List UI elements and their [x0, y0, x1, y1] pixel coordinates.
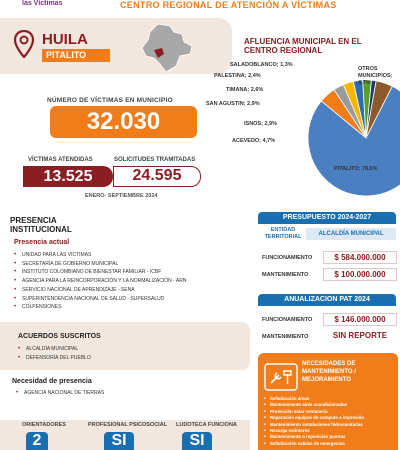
pat-funcionamiento-value: $ 146.000.000 — [323, 313, 397, 326]
maintenance-list — [264, 396, 394, 447]
agreements-list — [18, 345, 218, 362]
presence-subtitle: Presencia actual — [14, 239, 70, 246]
requests-count: 24.595 — [113, 166, 201, 187]
requests-label: SOLICITUDES TRAMITADAS — [114, 157, 196, 163]
list-item: • Protección solar ventanería — [264, 409, 394, 415]
entity-value: ALCALDÍA MUNICIPAL — [306, 228, 396, 240]
list-item: • Señalización salidas de emergencia — [264, 441, 394, 447]
pat-mantenimiento-label: MANTENIMIENTO — [262, 334, 309, 340]
city-name: PITALITO — [42, 49, 110, 62]
pie-label: SAN AGUSTIN; 2,9% — [206, 101, 260, 107]
list-item: • UNIDAD PARA LAS VÍCTIMAS — [14, 251, 244, 260]
list-item: • AGENCIA PARA LA REINCORPORACIÓN Y LA NORMALIZACIÓN - ARN — [14, 277, 244, 286]
list-item: • COLPENSIONES — [14, 303, 244, 312]
budget-mantenimiento-label: MANTENIMIENTO — [262, 272, 309, 278]
list-item: • Mantenimiento o reposición puertas — [264, 434, 394, 440]
psychosocial-label: PROFESIONAL PSICOSOCIAL — [88, 422, 168, 428]
budget-funcionamiento-value: $ 584.000.000 — [323, 251, 397, 264]
ludoteca-label: LUDOTECA FUNCIONA — [176, 422, 237, 428]
list-item: • Reparación equipos de computo e impresión — [264, 415, 394, 421]
attended-label: VÍCTIMAS ATENDIDAS — [28, 157, 93, 163]
presence-need-list — [16, 389, 216, 398]
pie-label: ISNOS; 2,9% — [244, 121, 278, 127]
orientadores-value: 2 — [26, 432, 48, 450]
list-item: • Recarga extintores — [264, 428, 394, 434]
budget-funcionamiento-label: FUNCIONAMIENTO — [262, 255, 313, 261]
list-item: • Mantenimiento aires acondicionados — [264, 402, 394, 408]
list-item: • INSTITUTO COLOMBIANO DE BIENESTAR FAMILIAR - ICBF — [14, 268, 244, 277]
list-item: • SUPERINTENDENCIA NACIONAL DE SALUD - SUPERSALUD — [14, 295, 244, 304]
pie-label: SALADOBLANCO; 1,3% — [230, 62, 293, 68]
attended-count: 13.525 — [23, 166, 113, 187]
psychosocial-value: SI — [104, 432, 134, 450]
pat-mantenimiento-value: SIN REPORTE — [332, 331, 388, 340]
affluence-pie-chart — [304, 80, 400, 200]
victims-label: NÚMERO DE VÍCTIMAS EN MUNICIPIO — [47, 97, 173, 104]
list-item: • AGENCIA NACIONAL DE TIERRAS — [16, 389, 216, 398]
budget-mantenimiento-value: $ 100.000.000 — [323, 268, 397, 281]
pie-label: PALESTINA; 2,4% — [214, 73, 261, 79]
pie-label: PITALITO; 78,5% — [334, 166, 378, 172]
presence-title — [10, 216, 72, 234]
pie-label: ACEVEDO; 4,7% — [232, 138, 276, 144]
entity-label: ENTIDAD TERRITORIAL — [264, 227, 302, 240]
list-item: • ALCALDÍA MUNICIPAL — [18, 345, 218, 354]
list-item: • SECRETARÍA DE GOBIERNO MUNICIPAL — [14, 260, 244, 269]
presence-title-line1: PRESENCIA — [10, 216, 57, 225]
colombia-map-icon — [136, 22, 198, 74]
list-item: • DEFENSORÍA DEL PUEBLO — [18, 354, 218, 363]
orientadores-label: ORIENTADORES — [22, 422, 66, 428]
tools-icon — [264, 363, 298, 391]
chart-title: AFLUENCIA MUNICIPAL EN EL CENTRO REGIONAL — [244, 37, 362, 55]
list-item: • Mantenimiento instalaciones hidrosanitarias — [264, 422, 394, 428]
pie-label: TIMANA; 2,6% — [226, 87, 264, 93]
agreements-title: ACUERDOS SUSCRITOS — [18, 333, 101, 340]
pat-header: ANUALIZACION PAT 2024 — [258, 294, 396, 306]
department-name: HUILA — [42, 31, 88, 48]
victims-count: 32.030 — [50, 106, 197, 138]
ludoteca-value: SI — [182, 432, 212, 450]
list-item: • SERVICIO NACIONAL DE APRENDIZAJE - SENA — [14, 286, 244, 295]
presence-need-title: Necesidad de presencia — [12, 378, 92, 385]
budget-header: PRESUPUESTO 2024-2027 — [258, 212, 396, 224]
logo-text: las Víctimas — [22, 0, 63, 7]
presence-title-line2: INSTITUCIONAL — [10, 225, 72, 234]
pie-label: OTROS MUNICIPIOS; 4,7% — [358, 66, 393, 86]
page-title: CENTRO REGIONAL DE ATENCIÓN A VÍCTIMAS — [120, 0, 337, 10]
maintenance-title: NECESIDADES DE MANTENIMIENTO / MEJORAMIENTO — [302, 361, 356, 383]
list-item: • Señalización áreas — [264, 396, 394, 402]
presence-list — [14, 251, 244, 312]
period-label: ENERO- SEPTIEMBRE 2024 — [85, 193, 158, 199]
location-pin-icon — [14, 30, 34, 58]
pat-funcionamiento-label: FUNCIONAMIENTO — [262, 317, 313, 323]
